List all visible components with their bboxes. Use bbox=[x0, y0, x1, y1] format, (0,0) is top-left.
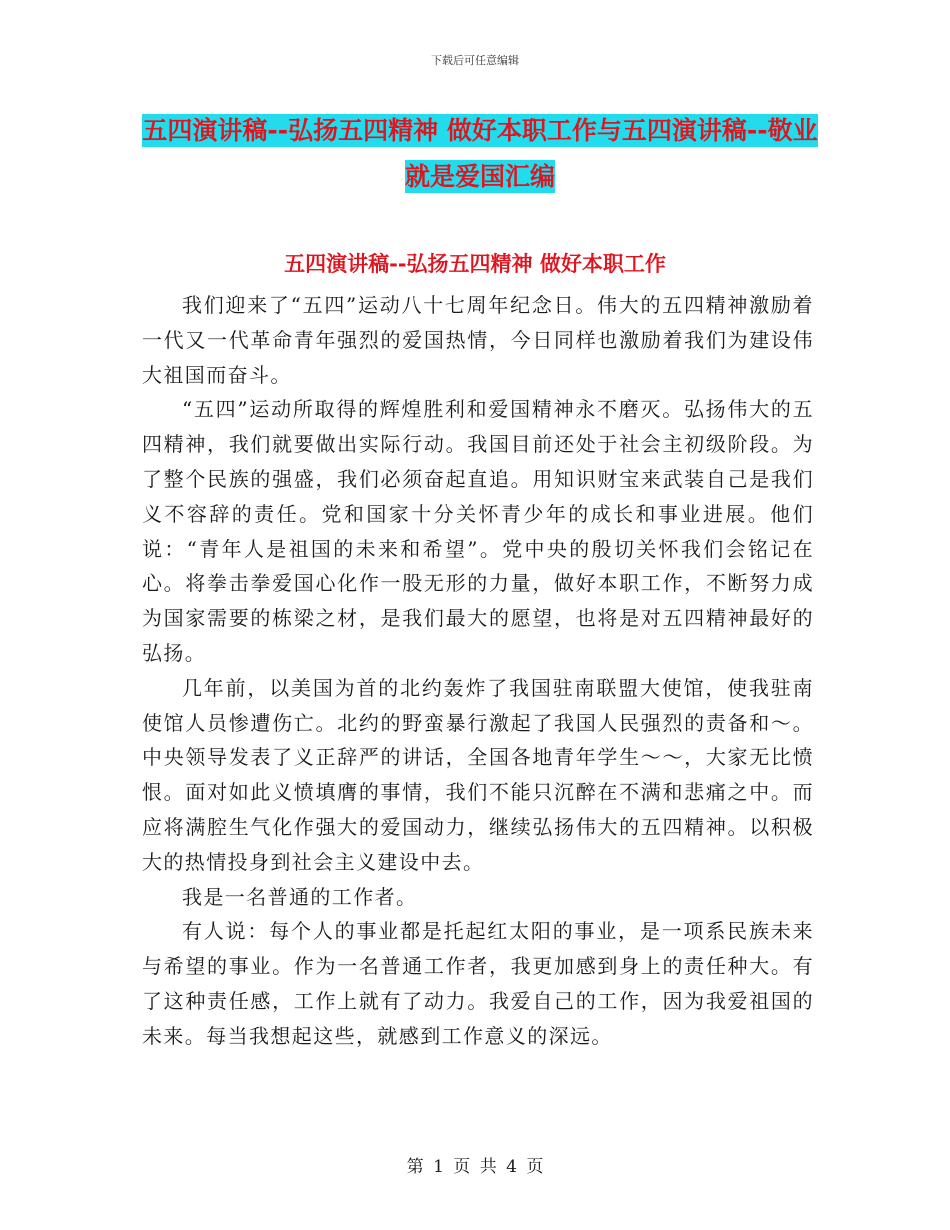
paragraph-2: “五四”运动所取得的辉煌胜利和爱国精神永不磨灭。弘扬伟大的五四精神，我们就要做出实际行动。我国目前还处于社会主初级阶段。为了整个民族的强盛，我们必须奋起直追。用知识财宝来武装自己是我们义不容辞的责任。党和国家十分关怀青少年的成长和事业进展。他们说：“青年人是祖国的未来和希望”。党中央的殷切关怀我们会铭记在心。将拳击拳爱国心化作一股无形的力量，做好本职工作，不断努力成为国家需要的栋梁之材，是我们最大的愿望，也将是对五四精神最好的弘扬。 bbox=[142, 397, 814, 665]
paragraph-4: 我是一名普通的工作者。 bbox=[182, 884, 418, 909]
paragraph-1: 我们迎来了“五四”运动八十七周年纪念日。伟大的五四精神激励着一代又一代革命青年强烈的爱国热情，今日同样也激励着我们为建设伟大祖国而奋斗。 bbox=[142, 293, 814, 387]
section-title: 五四演讲稿--弘扬五四精神 做好本职工作 bbox=[284, 252, 666, 276]
paragraph-5: 有人说：每个人的事业都是托起红太阳的事业，是一项系民族未来与希望的事业。作为一名普通工作者，我更加感到身上的责任种大。有了这种责任感，工作上就有了动力。我爱自己的工作，因为我爱祖国的未来。每当我想起这些，就感到工作意义的深远。 bbox=[142, 919, 814, 1048]
document-title bbox=[140, 108, 820, 200]
document-title-text: 五四演讲稿--弘扬五四精神 做好本职工作与五四演讲稿--敬业就是爱国汇编 bbox=[142, 116, 818, 191]
header-note: 下载后可任意编辑 bbox=[431, 54, 519, 67]
body-text bbox=[142, 288, 814, 1054]
page-number-footer: 第 1 页 共 4 页 bbox=[406, 1157, 544, 1177]
paragraph-3: 几年前，以美国为首的北约轰炸了我国驻南联盟大使馆，使我驻南使馆人员惨遭伤亡。北约的野蛮暴行激起了我国人民强烈的责备和～。中央领导发表了义正辞严的讲话，全国各地青年学生～～，大家无比愤恨。面对如此义愤填膺的事情，我们不能只沉醉在不满和悲痛之中。而应将满腔生气化作强大的爱国动力，继续弘扬伟大的五四精神。以积极大的热情投身到社会主义建设中去。 bbox=[142, 675, 814, 874]
